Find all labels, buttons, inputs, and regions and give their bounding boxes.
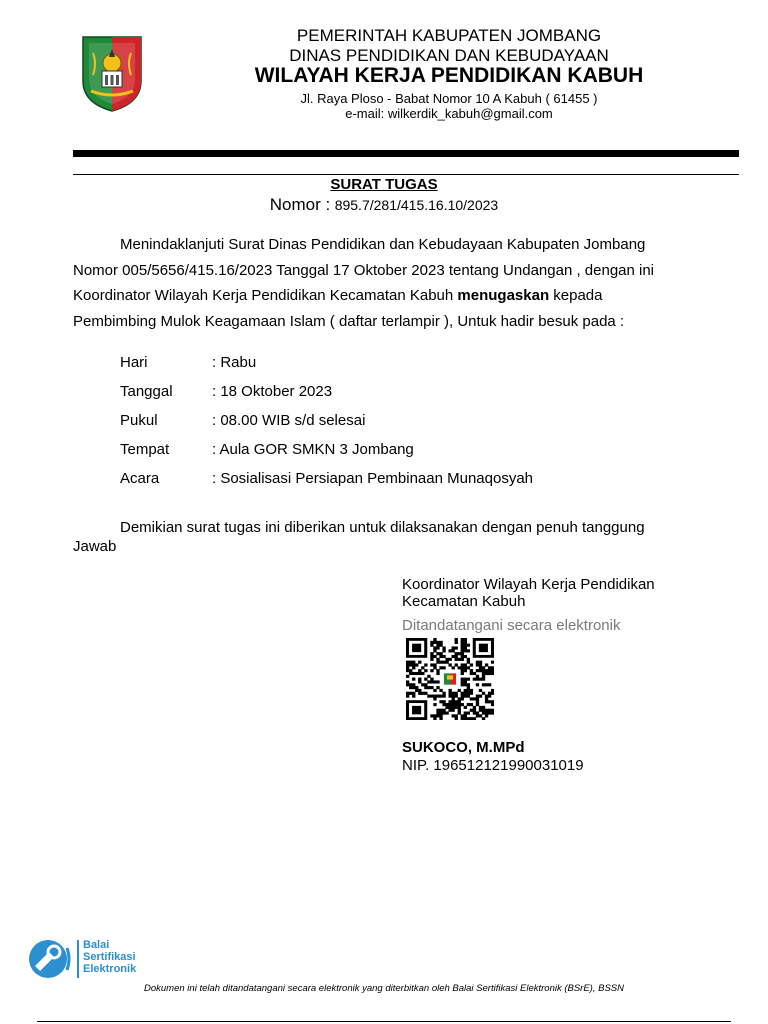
- footer-line: [37, 1021, 731, 1022]
- e-signature-note: Ditandatangani secara elektronik: [402, 617, 621, 634]
- detail-value-tempat: : Aula GOR SMKN 3 Jombang: [212, 441, 414, 458]
- header-divider-thick: [73, 150, 739, 157]
- bsre-logo-text-line: Sertifikasi: [83, 951, 136, 963]
- detail-value-tanggal: : 18 Oktober 2023: [212, 383, 333, 400]
- body-paragraph-line: Nomor 005/5656/415.16/2023 Tanggal 17 Oktober 2023 tentang Undangan , dengan ini: [73, 262, 655, 279]
- signer-name: SUKOCO, M.MPd: [402, 739, 525, 756]
- body-paragraph-text: kepada: [549, 287, 603, 304]
- footer-note: Dokumen ini telah ditandatangani secara elektronik yang diterbitkan oleh Balai Sertifikasi Elektronik (BSrE), BSSN: [144, 983, 624, 994]
- letter-number-label: Nomor :: [269, 195, 331, 214]
- signer-nip: NIP. 196512121990031019: [402, 757, 584, 774]
- detail-label-tempat: Tempat: [120, 441, 170, 458]
- body-paragraph-line: [73, 287, 603, 304]
- bsre-logo-text-line: Balai: [83, 939, 110, 951]
- signer-position: Koordinator Wilayah Kerja Pendidikan: [402, 576, 655, 593]
- detail-value-hari: : Rabu: [212, 354, 257, 371]
- qr-code: [406, 638, 494, 720]
- header-email: e-mail: wilkerdik_kabuh@gmail.com: [345, 106, 553, 121]
- bsre-logo-text: [83, 939, 136, 975]
- detail-value-pukul: : 08.00 WIB s/d selesai: [212, 412, 366, 429]
- header-department: DINAS PENDIDIKAN DAN KEBUDAYAAN: [289, 46, 609, 65]
- bsre-logo-text-line: Elektronik: [83, 963, 137, 975]
- body-paragraph-text: Koordinator Wilayah Kerja Pendidikan Kecamatan Kabuh: [73, 287, 458, 304]
- bsre-logo-icon: [27, 938, 73, 980]
- detail-label-tanggal: Tanggal: [120, 383, 173, 400]
- body-paragraph-line: Pembimbing Mulok Keagamaan Islam ( daftar terlampir ), Untuk hadir besuk pada :: [73, 313, 625, 330]
- detail-label-pukul: Pukul: [120, 412, 158, 429]
- letter-number: [0, 195, 768, 215]
- header-government: PEMERINTAH KABUPATEN JOMBANG: [296, 26, 602, 45]
- detail-label-acara: Acara: [120, 470, 160, 487]
- detail-value-acara: : Sosialisasi Persiapan Pembinaan Munaqosyah: [212, 470, 534, 487]
- detail-label-hari: Hari: [120, 354, 148, 371]
- body-paragraph-line: Menindaklanjuti Surat Dinas Pendidikan dan Kebudayaan Kabupaten Jombang: [120, 236, 646, 253]
- closing-line: Demikian surat tugas ini diberikan untuk dilaksanakan dengan penuh tanggung: [120, 519, 645, 536]
- header-office: WILAYAH KERJA PENDIDIKAN KABUH: [254, 64, 644, 87]
- letter-number-value: 895.7/281/415.16.10/2023: [334, 197, 499, 213]
- header-divider-thin: [73, 174, 739, 175]
- letter-title: SURAT TUGAS: [330, 176, 438, 193]
- signer-position: Kecamatan Kabuh: [402, 593, 526, 610]
- closing-line: Jawab: [73, 538, 117, 555]
- bsre-logo-divider: [77, 940, 79, 978]
- header-address: Jl. Raya Ploso - Babat Nomor 10 A Kabuh ( 61455 ): [300, 91, 598, 106]
- body-paragraph-emphasis: menugaskan: [457, 287, 550, 304]
